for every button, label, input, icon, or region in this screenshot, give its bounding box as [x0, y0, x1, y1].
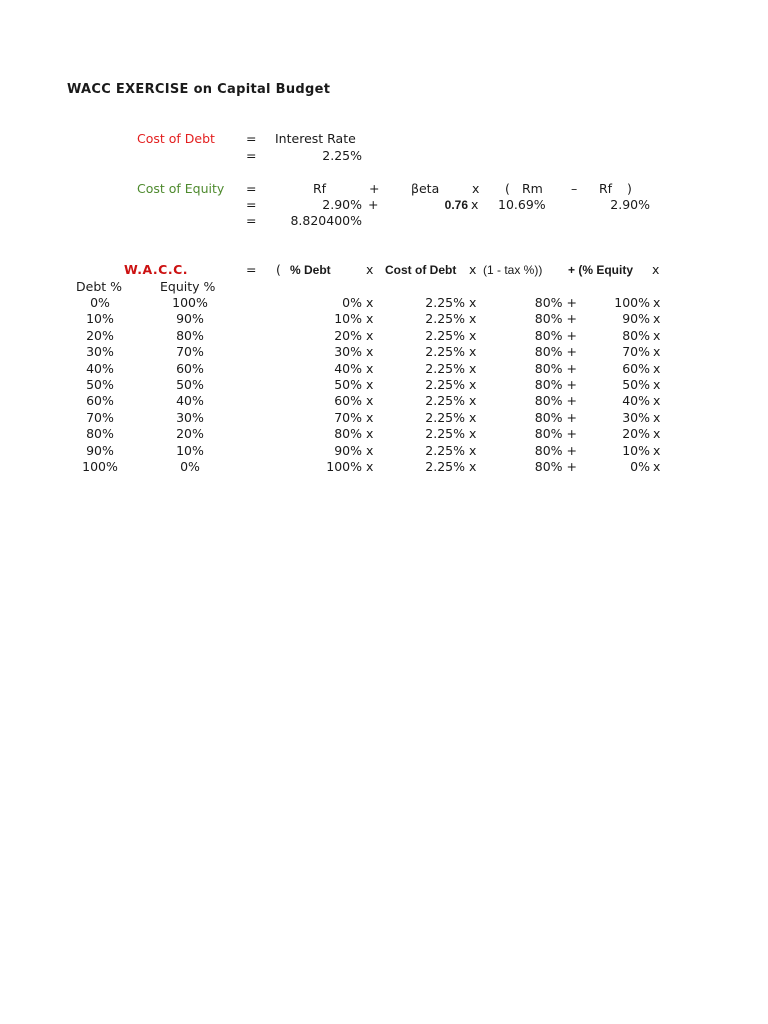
pct-equity-cell: 70%: [622, 344, 650, 360]
times-cell-2: x: [469, 311, 477, 327]
beta-value: 0.76: [444, 198, 468, 212]
pct-equity-cell: 0%: [630, 459, 650, 474]
tax-cell: 80% +: [534, 393, 577, 409]
tax-cell: 80% +: [534, 377, 577, 392]
wacc-times-1: x: [366, 262, 374, 277]
equity-pct-header: Equity %: [160, 279, 216, 294]
cost-of-equity-equals-3: =: [246, 213, 257, 228]
cost-of-debt-cell: 2.25%: [425, 360, 465, 376]
debt-pct-cell: 0%: [90, 295, 110, 310]
tax-cell: 80% +: [534, 459, 577, 474]
times-cell-1: x: [366, 344, 374, 360]
wacc-pct-debt: % Debt: [290, 263, 331, 277]
wacc-one-minus-tax: (1 - tax %)): [483, 263, 543, 277]
rf-label: Rf: [313, 181, 327, 196]
rf2-label: Rf: [599, 181, 613, 196]
debt-pct-cell: 70%: [86, 409, 114, 425]
cost-of-debt-cell: 2.25%: [425, 393, 465, 409]
pct-equity-cell: 90%: [622, 311, 650, 327]
times-cell-2: x: [469, 360, 477, 376]
equity-pct-cell: 100%: [172, 295, 208, 310]
cost-of-debt-cell: 2.25%: [425, 327, 465, 343]
equity-pct-cell: 60%: [176, 360, 204, 376]
pct-equity-cell: 30%: [622, 409, 650, 425]
equity-pct-cell: 0%: [180, 459, 200, 474]
times-cell-2: x: [469, 377, 477, 392]
rf2-value: 2.90%: [610, 197, 650, 212]
times-cell-2: x: [469, 426, 477, 442]
pct-debt-cell: 100%: [326, 459, 362, 474]
pct-debt-cell: 40%: [334, 360, 362, 376]
times-cell-1: x: [366, 295, 374, 310]
debt-pct-cell: 10%: [86, 311, 114, 327]
tax-cell: 80% +: [534, 360, 577, 376]
cost-of-debt-cell: 2.25%: [425, 295, 465, 310]
equity-pct-cell: 80%: [176, 327, 204, 343]
times-cell-3: x: [653, 426, 661, 442]
cost-of-debt-cell: 2.25%: [425, 426, 465, 442]
cost-of-debt-cell: 2.25%: [425, 344, 465, 360]
times-cell-1: x: [366, 409, 374, 425]
debt-pct-header: Debt %: [76, 279, 123, 294]
equity-pct-cell: 50%: [176, 377, 204, 392]
rm-label: Rm: [522, 181, 543, 196]
cost-of-debt-cell: 2.25%: [425, 442, 465, 458]
tax-cell: 80% +: [534, 409, 577, 425]
times-cell-2: x: [469, 327, 477, 343]
debt-pct-cell: 80%: [86, 426, 114, 442]
wacc-label: W.A.C.C.: [124, 262, 189, 277]
times-cell-1: x: [366, 442, 374, 458]
wacc-equals: =: [246, 262, 257, 277]
times-cell-2: x: [469, 442, 477, 458]
pct-debt-cell: 60%: [334, 393, 362, 409]
pct-debt-cell: 20%: [334, 327, 362, 343]
tax-cell: 80% +: [534, 426, 577, 442]
pct-equity-cell: 20%: [622, 426, 650, 442]
cost-of-debt-equals-1: =: [246, 131, 257, 146]
debt-pct-cell: 20%: [86, 327, 114, 343]
debt-pct-cell: 50%: [86, 377, 114, 392]
pct-debt-cell: 70%: [334, 409, 362, 425]
times-cell-1: x: [366, 360, 374, 376]
times-cell-2: x: [469, 295, 477, 310]
plus-sign-2: +: [368, 197, 379, 212]
times-cell-3: x: [653, 295, 661, 310]
tax-cell: 80% +: [534, 327, 577, 343]
times-cell-2: x: [469, 409, 477, 425]
cost-of-debt-equals-2: =: [246, 148, 257, 163]
equity-pct-cell: 40%: [176, 393, 204, 409]
cost-of-equity-equals-1: =: [246, 181, 257, 196]
times-cell-3: x: [653, 360, 661, 376]
equity-pct-cell: 20%: [176, 426, 204, 442]
pct-equity-cell: 50%: [622, 377, 650, 392]
times-cell-1: x: [366, 426, 374, 442]
equity-pct-cell: 70%: [176, 344, 204, 360]
pct-debt-cell: 90%: [334, 442, 362, 458]
cost-of-debt-cell: 2.25%: [425, 377, 465, 392]
times-cell-2: x: [469, 393, 477, 409]
times-cell-1: x: [366, 327, 374, 343]
pct-equity-cell: 40%: [622, 393, 650, 409]
close-paren: ): [627, 181, 632, 196]
times-cell-3: x: [653, 393, 661, 409]
cost-of-debt-value: 2.25%: [322, 148, 362, 163]
times-cell-1: x: [366, 393, 374, 409]
tax-cell: 80% +: [534, 442, 577, 458]
times-cell-2: x: [469, 459, 477, 474]
tax-cell: 80% +: [534, 295, 577, 310]
times-cell-3: x: [653, 311, 661, 327]
pct-equity-cell: 100%: [614, 295, 650, 310]
cost-of-debt-cell: 2.25%: [425, 311, 465, 327]
times-cell-3: x: [653, 442, 661, 458]
equity-pct-cell: 10%: [176, 442, 204, 458]
pct-debt-cell: 50%: [334, 377, 362, 392]
times-sign: x: [472, 181, 480, 196]
rm-value: 10.69%: [498, 197, 546, 212]
wacc-pct-equity: + (% Equity: [568, 263, 634, 277]
cost-of-debt-cell: 2.25%: [425, 409, 465, 425]
equity-pct-cell: 30%: [176, 409, 204, 425]
cost-of-equity-label: Cost of Equity: [137, 181, 225, 196]
cost-of-debt-formula: Interest Rate: [275, 131, 356, 146]
wacc-times-3: x: [652, 262, 660, 277]
times-cell-1: x: [366, 459, 374, 474]
debt-pct-cell: 100%: [82, 459, 118, 474]
plus-sign: +: [369, 181, 380, 196]
wacc-open-paren: (: [276, 262, 281, 277]
tax-cell: 80% +: [534, 344, 577, 360]
wacc-times-2: x: [469, 262, 477, 277]
equity-pct-cell: 90%: [176, 311, 204, 327]
times-cell-3: x: [653, 327, 661, 343]
pct-equity-cell: 60%: [622, 360, 650, 376]
times-cell-1: x: [366, 377, 374, 392]
tax-cell: 80% +: [534, 311, 577, 327]
pct-debt-cell: 10%: [334, 311, 362, 327]
cost-of-equity-result: 8.820400%: [290, 213, 362, 228]
rf-value: 2.90%: [322, 197, 362, 212]
debt-pct-cell: 30%: [86, 344, 114, 360]
open-paren: (: [505, 181, 510, 196]
times-cell-3: x: [653, 459, 661, 474]
cost-of-debt-cell: 2.25%: [425, 459, 465, 474]
page-title: WACC EXERCISE on Capital Budget: [67, 82, 331, 97]
debt-pct-cell: 90%: [86, 442, 114, 458]
times-cell-3: x: [653, 377, 661, 392]
pct-equity-cell: 80%: [622, 327, 650, 343]
times-cell-3: x: [653, 344, 661, 360]
pct-equity-cell: 10%: [622, 442, 650, 458]
times-cell-3: x: [653, 409, 661, 425]
pct-debt-cell: 80%: [334, 426, 362, 442]
wacc-cost-of-debt: Cost of Debt: [385, 263, 457, 277]
times-cell-1: x: [366, 311, 374, 327]
debt-pct-cell: 40%: [86, 360, 114, 376]
debt-pct-cell: 60%: [86, 393, 114, 409]
pct-debt-cell: 30%: [334, 344, 362, 360]
times-sign-2: x: [471, 197, 479, 212]
cost-of-debt-label: Cost of Debt: [137, 131, 215, 146]
pct-debt-cell: 0%: [342, 295, 362, 310]
minus-sign: –: [571, 181, 578, 196]
cost-of-equity-equals-2: =: [246, 197, 257, 212]
times-cell-2: x: [469, 344, 477, 360]
beta-label: βeta: [411, 181, 440, 196]
